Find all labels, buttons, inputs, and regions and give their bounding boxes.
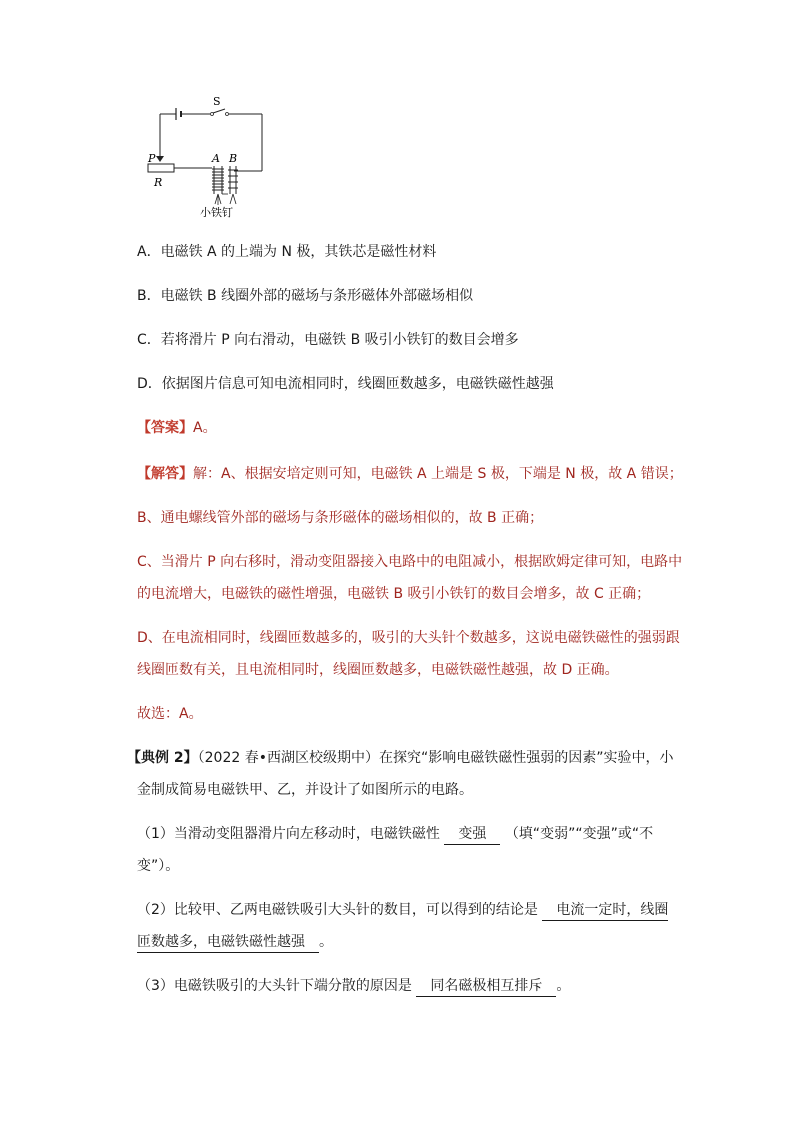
example2-line-1 [127,748,673,768]
analysis-line-5: D、在电流相同时，线圈匝数越多的，吸引的大头针个数越多，这说电磁铁磁性的强弱跟 [137,630,680,646]
switch-label: S [213,95,221,108]
slider-arrow [156,156,164,162]
electromagnet-B [228,166,238,204]
option-b: B．电磁铁 B 线圈外部的磁场与条形磁体外部磁场相似 [137,288,474,304]
analysis-choose: 故选：A。 [137,706,203,722]
switch-blade [213,109,225,113]
q3-suffix: 。 [556,978,571,994]
option-a: A．电磁铁 A 的上端为 N 极，其铁芯是磁性材料 [137,244,437,260]
circuit-diagram [140,94,270,222]
analysis-tag: 【解答】 [137,466,193,482]
example2-text-1: （2022 春•西湖区校级期中）在探究“影响电磁铁磁性强弱的因素”实验中，小 [197,750,674,766]
figure-caption: 小铁钉 [200,206,233,219]
rheostat [148,164,174,172]
q3-answer: 同名磁极相互排斥 [416,976,556,997]
answer-value: A。 [193,420,217,436]
rheostat-label: R [154,176,163,189]
q2-answer-b: 匝数越多，电磁铁磁性越强 [137,932,319,953]
question-1-line-2: 变”）。 [137,858,180,874]
q2-suffix: 。 [319,934,333,950]
question-3 [137,976,570,997]
answer-tag: 【答案】 [137,420,193,436]
slider-label: P [148,152,156,165]
q2-prefix: （2）比较甲、乙两电磁铁吸引大头针的数目，可以得到的结论是 [137,902,538,918]
question-2-line-2 [137,932,333,953]
example2-line-2: 金制成简易电磁铁甲、乙，并设计了如图所示的电路。 [137,782,473,798]
magnet-B-label: B [229,152,238,165]
analysis-line-1 [137,464,683,484]
q3-prefix: （3）电磁铁吸引的大头针下端分散的原因是 [137,978,412,994]
q1-answer: 变强 [444,824,500,845]
analysis-line-2: B、通电螺线管外部的磁场与条形磁体的磁场相似的，故 B 正确； [137,510,544,526]
question-1 [137,824,653,845]
option-d: D．依据图片信息可知电流相同时，线圈匝数越多，电磁铁磁性越强 [137,376,554,392]
option-c: C．若将滑片 P 向右滑动，电磁铁 B 吸引小铁钉的数目会增多 [137,332,519,348]
question-2 [137,900,668,921]
magnet-A-label: A [212,152,220,165]
circuit-svg [140,94,270,222]
analysis-line-4: 的电流增大，电磁铁的磁性增强，电磁铁 B 吸引小铁钉的数目会增多，故 C 正确； [137,586,651,602]
q1-prefix: （1）当滑动变阻器滑片向左移动时，电磁铁磁性 [137,826,440,842]
answer-line [137,418,217,438]
electromagnet-A [212,166,224,205]
analysis-text-1: 解：A、根据安培定则可知，电磁铁 A 上端是 S 极，下端是 N 极，故 A 错误； [193,466,683,482]
analysis-line-6: 线圈匝数有关，且电流相同时，线圈匝数越多，电磁铁磁性越强，故 D 正确。 [137,662,619,678]
q1-suffix: （填“变弱”“变强”或“不 [504,826,654,842]
switch-contact [226,113,229,116]
q2-answer-a: 电流一定时，线圈 [542,900,668,921]
analysis-line-3: C、当滑片 P 向右移时，滑动变阻器接入电路中的电阻减小，根据欧姆定律可知，电路中 [137,554,683,570]
example2-tag: 【典例 2】 [127,750,198,766]
